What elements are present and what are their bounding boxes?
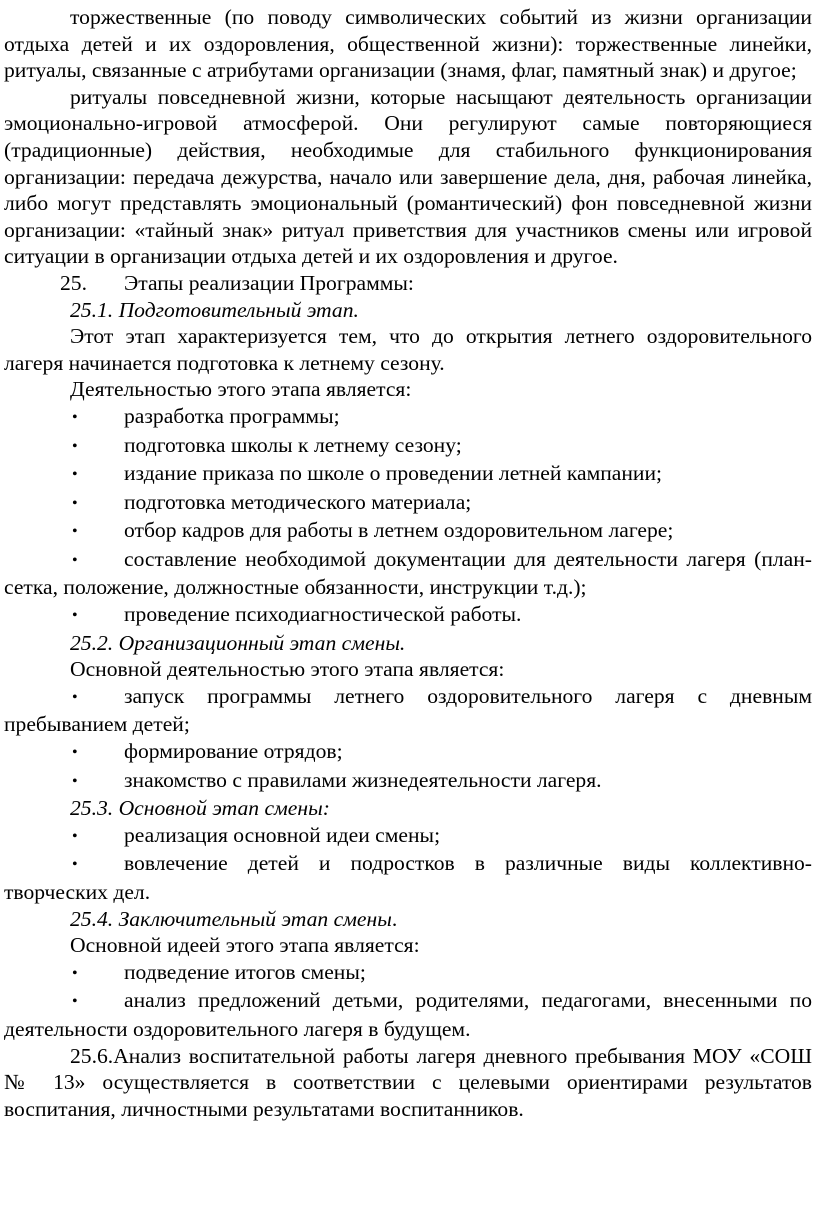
bullet-icon: • [72,856,78,874]
stage3-heading: 25.3. Основной этап смены: [70,796,330,821]
stage4-lead: Основной идеей этого этапа является: [70,933,420,958]
stage2-heading: 25.2. Организационный этап смены. [70,630,406,655]
bullet-icon: • [72,688,78,706]
bullet-icon: • [72,494,78,512]
list-item: • реализация основной идеи смены; [4,822,812,851]
paragraph-solemn-rituals: торжественные (по поводу символических событий из жизни организации отдыха детей и их оздоровления, общественной жизни): торжественные линейки, ритуалы, связанные с атрибутами организации (знамя, флаг, памятный знак) и другое; [4,5,812,83]
list-item: • знакомство с правилами жизнедеятельности лагеря. [4,767,812,796]
stage4-heading: 25.4. Заключительный этап смены. [70,906,398,931]
bullet-icon: • [72,827,78,845]
bullet-icon: • [72,466,78,484]
stage2-lead: Основной деятельностью этого этапа является: [70,657,505,682]
stage1-lead: Деятельностью этого этапа является: [70,377,412,402]
bullet-icon: • [72,523,78,541]
stage1-intro: Этот этап характеризуется тем, что до открытия летнего оздоровительного лагеря начинается подготовка к летнему сезону. [4,324,812,375]
section-title: Этапы реализации Программы: [124,270,414,295]
bullet-icon: • [72,993,78,1011]
list-item: • издание приказа по школе о проведении летней кампании; [4,460,812,489]
document-page [4,4,812,1122]
bullet-icon: • [72,744,78,762]
analysis-paragraph: 25.6.Анализ воспитательной работы лагеря дневного пребывания МОУ «СОШ № 13» осуществляется в соответствии с целевыми ориентирами результатов воспитания, личностными результатами воспитанников. [4,1043,812,1121]
list-item: • подведение итогов смены; [4,959,812,988]
list-item: • подготовка школы к летнему сезону; [4,432,812,461]
stage1-heading: 25.1. Подготовительный этап. [70,297,359,322]
section-number: 25. [60,270,87,295]
list-item: • проведение психодиагностической работы. [4,601,812,630]
bullet-icon: • [72,437,78,455]
list-item: • вовлечение детей и подростков в различные виды коллективно-творческих дел. [4,851,812,904]
section-heading-stages [4,270,812,297]
list-item: • анализ предложений детьми, родителями, педагогами, внесенными по деятельности оздоровительного лагеря в будущем. [4,988,812,1041]
list-item: • формирование отрядов; [4,738,812,767]
bullet-icon: • [72,772,78,790]
list-item: • отбор кадров для работы в летнем оздоровительном лагере; [4,517,812,546]
bullet-icon: • [72,964,78,982]
list-item: • разработка программы; [4,403,812,432]
list-item: • подготовка методического материала; [4,489,812,518]
list-item: • запуск программы летнего оздоровительного лагеря с дневным пребыванием детей; [4,683,812,737]
bullet-icon: • [72,607,78,625]
bullet-icon: • [72,408,78,426]
bullet-icon: • [72,551,78,569]
paragraph-everyday-rituals: ритуалы повседневной жизни, которые насыщают деятельность организации эмоционально-игровой атмосферой. Они регулируют самые повторяющиеся (традиционные) действия, необходимые для стабильного функционирования организации: передача дежурства, начало или завершение дела, дня, рабочая линейка, либо могут представлять эмоциональный (романтический) фон повседневной жизни организации: «тайный знак» ритуал приветствия для участников смены или игровой ситуации в организации отдыха детей и их оздоровления и другое. [4,84,812,269]
list-item: • составление необходимой документации для деятельности лагеря (план-сетка, положение, должностные обязанности, инструкции т.д.); [4,546,812,600]
